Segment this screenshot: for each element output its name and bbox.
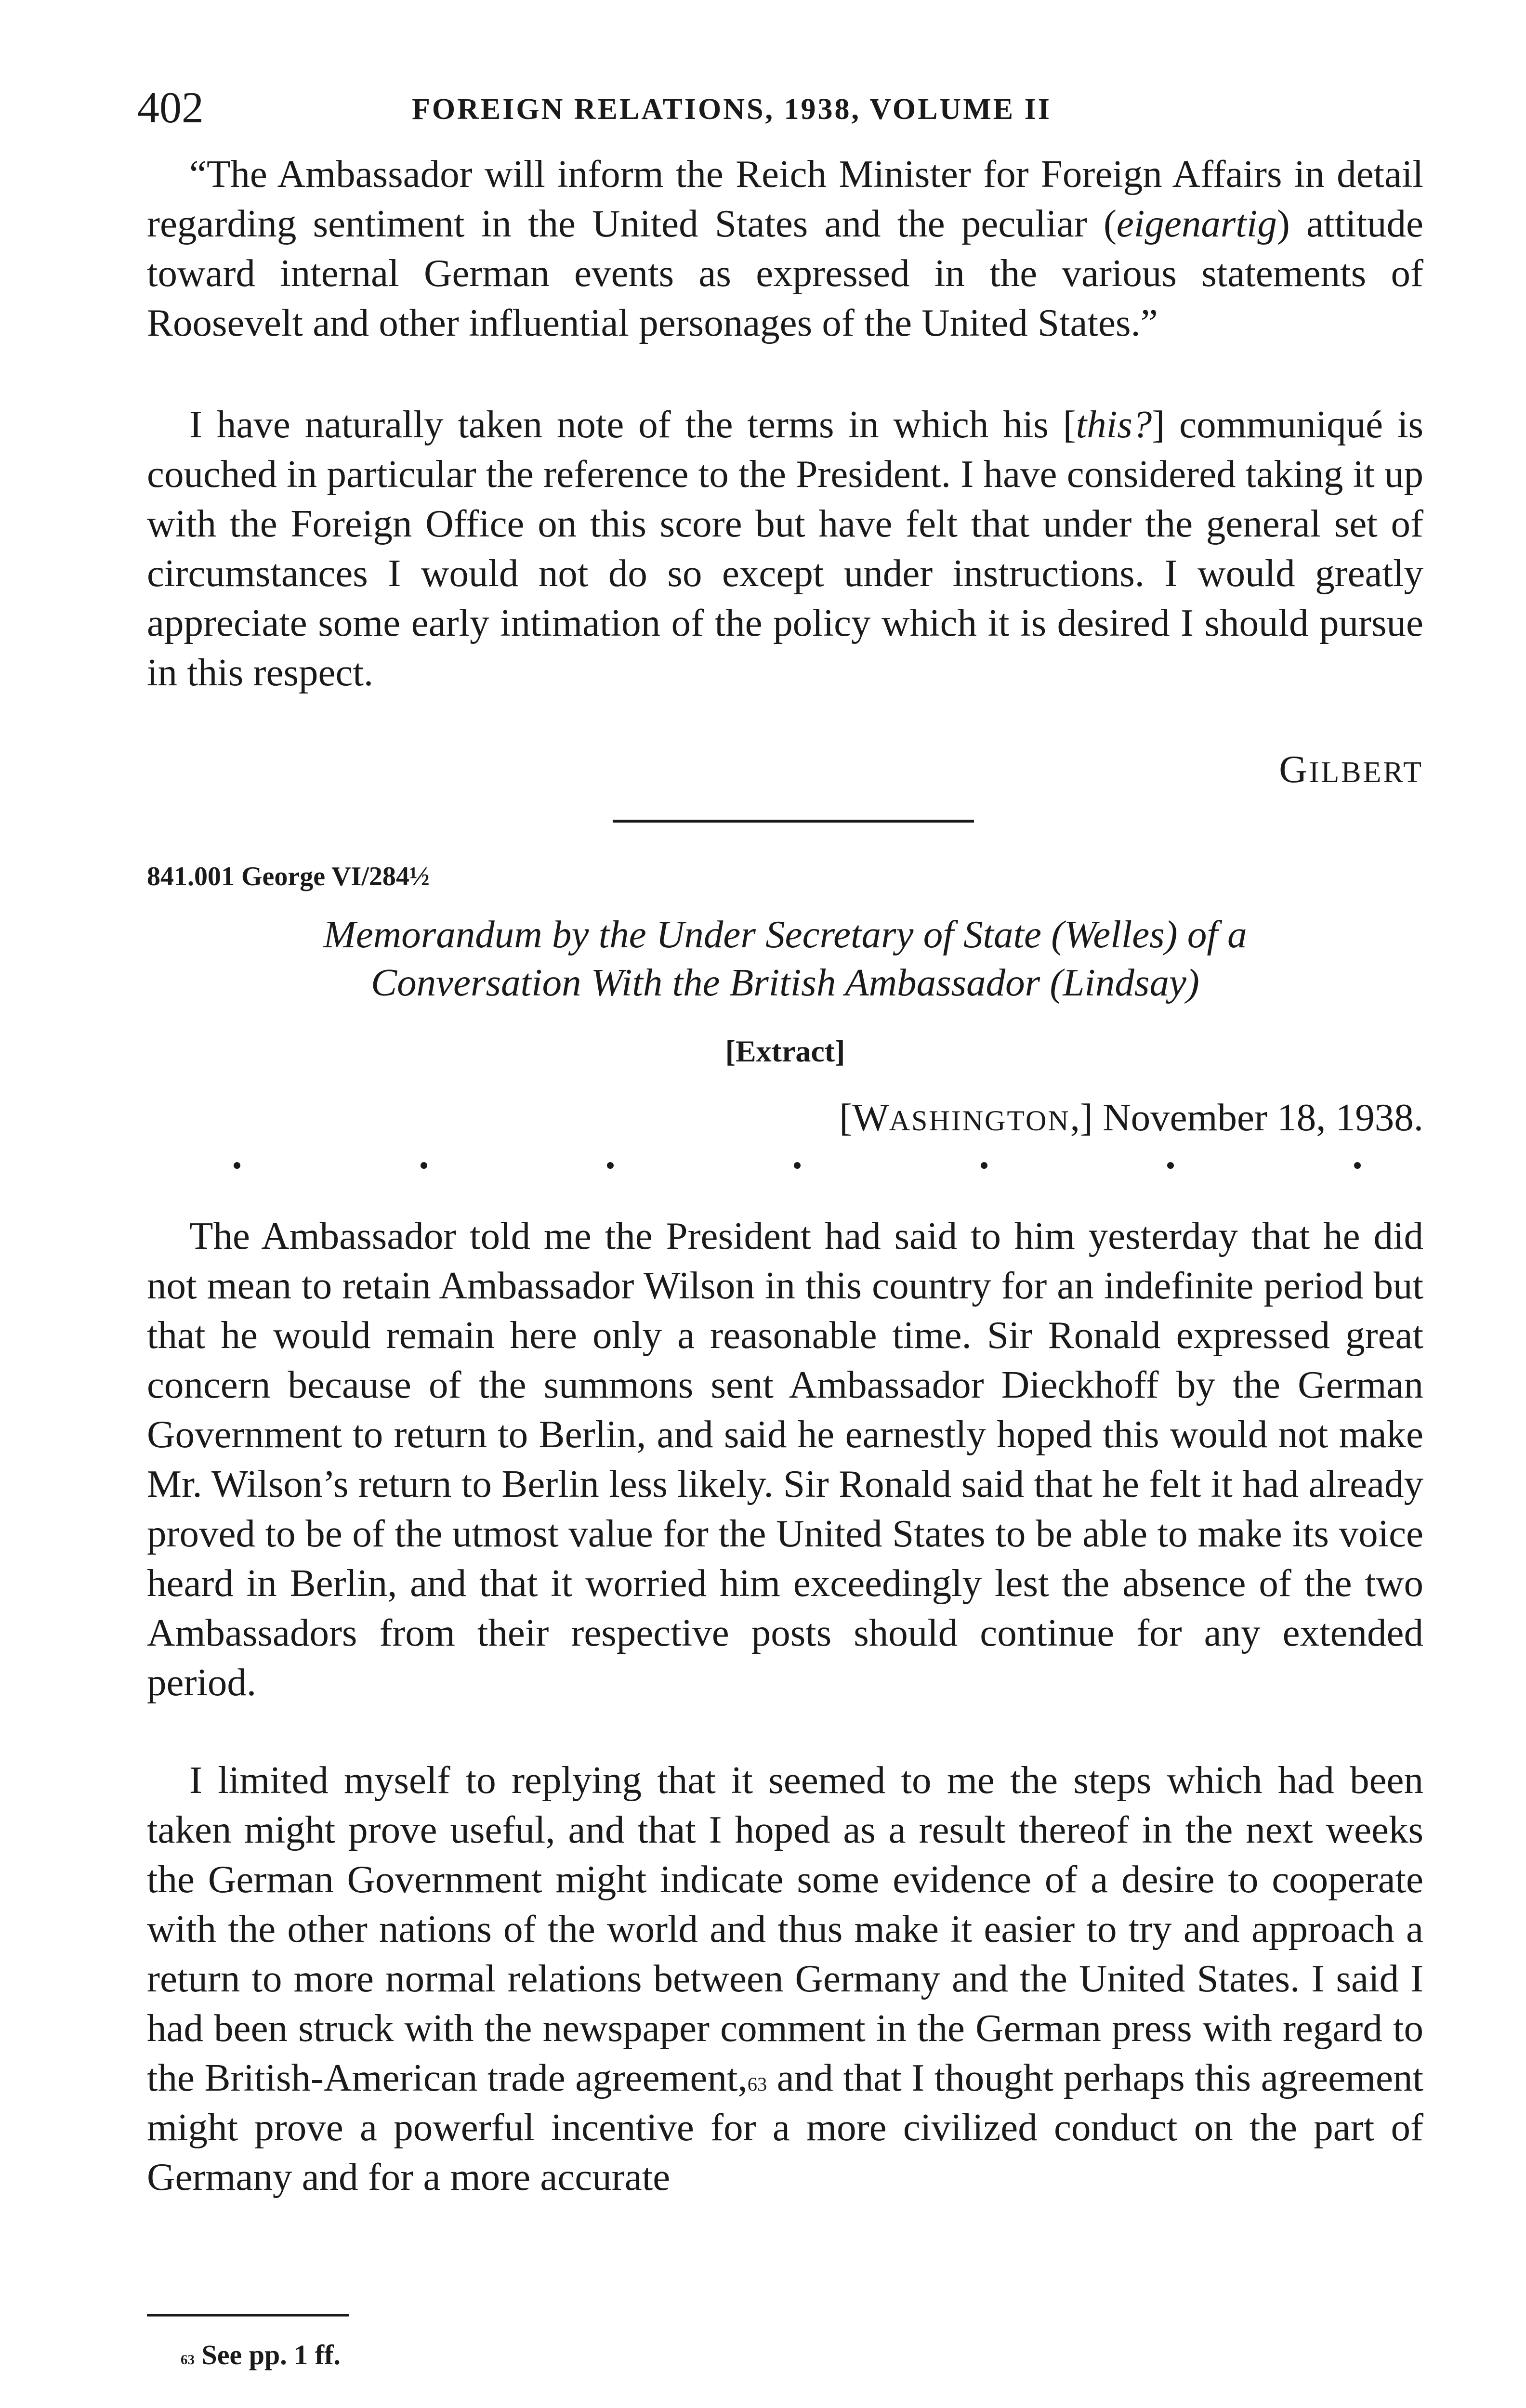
dateline-open-bracket: [ <box>839 1096 853 1139</box>
ellipsis-dot <box>421 1162 427 1169</box>
memo-title-line-1: Memorandum by the Under Secretary of State (Welles) of a <box>323 913 1247 956</box>
second-paragraph <box>147 400 1423 697</box>
signature <box>1279 747 1423 794</box>
dateline-date: November 18, 1938. <box>1103 1096 1423 1139</box>
ellipsis-row <box>234 1153 1361 1182</box>
footnote <box>181 2336 341 2374</box>
running-title: FOREIGN RELATIONS, 1938, VOLUME II <box>412 93 1052 126</box>
extract-label: [Extract] <box>725 1034 845 1068</box>
quote-text-start: “The Ambassador will inform the Reich Minister for Foreign Affairs in detail regarding sentiment in the United States and the peculiar ( <box>147 152 1423 245</box>
second-paragraph-start: I have naturally taken note of the terms in which his [ <box>189 403 1076 446</box>
dateline-close-bracket: ,] <box>1070 1096 1093 1139</box>
page-header <box>137 81 1433 134</box>
section-divider <box>613 820 974 823</box>
ellipsis-dot <box>1167 1162 1174 1169</box>
footnote-divider <box>147 2314 349 2316</box>
ellipsis-dot <box>607 1162 614 1169</box>
ellipsis-dot <box>1354 1162 1361 1169</box>
page-number: 402 <box>137 83 204 132</box>
footnote-text: See pp. 1 ff. <box>195 2339 341 2370</box>
dateline-city-rest: ASHINGTON <box>889 1105 1070 1137</box>
quote-text-end: ) attitude toward internal German events as expressed in the various statements of Roosevelt and other influential personages of the United States.” <box>147 202 1423 344</box>
ellipsis-dot <box>234 1162 240 1169</box>
file-number: 841.001 George VI/284½ <box>147 862 430 891</box>
ellipsis-dot <box>794 1162 801 1169</box>
ellipsis-dot <box>981 1162 987 1169</box>
second-paragraph-end: ] communiqué is couched in particular the reference to the President. I have considered taking it up with the Foreign Office on this score but have felt that under the general set of circumstances I would not do so except under instructions. I would greatly appreciate some early intimation of the policy which it is desired I should pursue in this respect. <box>147 403 1423 694</box>
second-paragraph-insert: this? <box>1076 403 1152 446</box>
dateline <box>839 1093 1423 1145</box>
memo-title <box>147 910 1423 1007</box>
memo-paragraph-2-end: and that I thought perhaps this agreement might prove a powerful incentive for a more civilized conduct on the part of Germany and for a more accurate <box>147 2056 1423 2199</box>
quote-paragraph <box>147 149 1423 348</box>
quote-italic-term: eigenartig <box>1116 202 1277 245</box>
footnote-marker: 63 <box>181 2352 195 2368</box>
memo-paragraph-1: The Ambassador told me the President had said to him yesterday that he did not mean to retain Ambassador Wilson in this country for an indefinite period but that he would remain here only a reasonable time. Sir Ronald expressed great concern because of the summons sent Ambassador Dieckhoff by the German Government to return to Berlin, and said he earnestly hoped this would not make Mr. Wilson’s return to Berlin less likely. Sir Ronald said that he felt it had already proved to be of the utmost value for the United States to be able to make its voice heard in Berlin, and that it worried him exceedingly lest the absence of the two Ambassadors from their respective posts should continue for any extended period. <box>147 1214 1423 1704</box>
signature-rest: ILBERT <box>1309 756 1423 789</box>
memo-paragraph-2 <box>147 1755 1423 2202</box>
memo-paragraph-2-start: I limited myself to replying that it seemed to me the steps which had been taken might prove useful, and that I hoped as a result thereof in the next weeks the German Government might indicate some evidence of a desire to cooperate with the other nations of the world and thus make it easier to try and approach a return to more normal relations between Germany and the United States. I said I had been struck with the newspaper comment in the German press with regard to the British-American trade agreement, <box>147 1758 1423 2099</box>
memo-title-line-2: Conversation With the British Ambassador (Lindsay) <box>371 961 1199 1004</box>
signature-initial: G <box>1279 747 1309 791</box>
dateline-city-initial: W <box>852 1096 889 1139</box>
footnote-reference: 63 <box>747 2073 767 2095</box>
